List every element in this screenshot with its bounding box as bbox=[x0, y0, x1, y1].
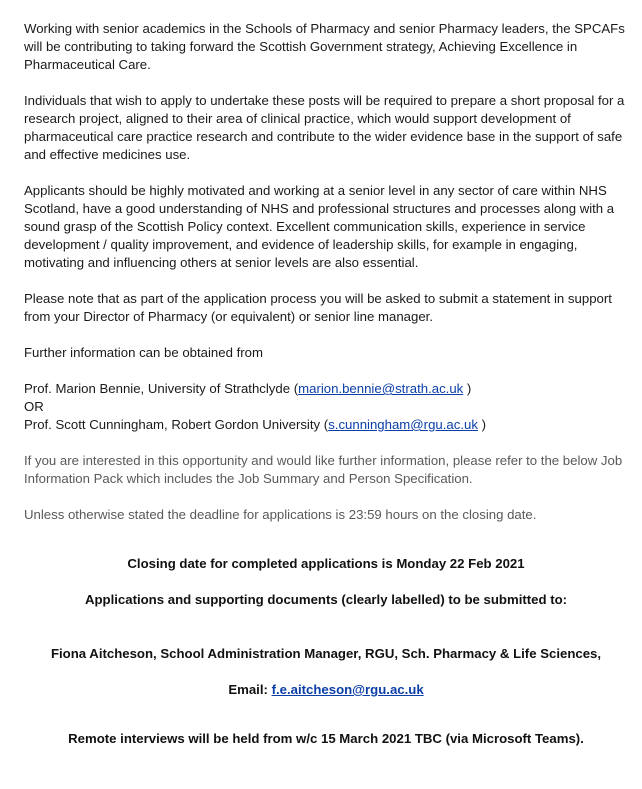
applicant-requirements-paragraph: Applicants should be highly motivated and working at a senior level in any sector of care within NHS Scotland, have a good understanding of NHS and professional structures and processes along with a sound grasp of the Scottish Policy context. Excellent communication skills, experience in service development / quality improvement, and evidence of leadership skills, for example in engaging, motivating and influencing others at senior levels are also essential. bbox=[24, 183, 615, 270]
contact-bennie-close: ) bbox=[463, 381, 472, 396]
contact-bennie bbox=[24, 380, 628, 398]
deadline-paragraph: Unless otherwise stated the deadline for applications is 23:59 hours on the closing date. bbox=[24, 507, 537, 522]
email-label: Email: bbox=[228, 682, 272, 697]
submission-email bbox=[24, 681, 628, 699]
interviews-notice: Remote interviews will be held from w/c 15 March 2021 TBC (via Microsoft Teams). bbox=[68, 731, 584, 746]
bennie-email-link[interactable]: marion.bennie@strath.ac.uk bbox=[298, 381, 464, 396]
job-pack-paragraph: If you are interested in this opportunity and would like further information, please refer to the below Job Information Pack which includes the Job Summary and Person Specification. bbox=[24, 453, 623, 486]
proposal-paragraph: Individuals that wish to apply to undertake these posts will be required to prepare a short proposal for a research project, aligned to their area of clinical practice, which would support development of pharmaceutical care practice research and contribute to the wider evidence base in the support of safe and effective medicines use. bbox=[24, 93, 625, 162]
intro-paragraph: Working with senior academics in the Schools of Pharmacy and senior Pharmacy leaders, the SPCAFs will be contributing to taking forward the Scottish Government strategy, Achieving Excellence in Pharmaceutical Care. bbox=[24, 21, 625, 72]
closing-date-text: Closing date for completed applications is Monday 22 Feb 2021 bbox=[127, 556, 525, 571]
submission-contact: Fiona Aitcheson, School Administration Manager, RGU, Sch. Pharmacy & Life Sciences, bbox=[50, 646, 602, 661]
contact-cunningham-close: ) bbox=[477, 417, 486, 432]
further-information-heading: Further information can be obtained from bbox=[24, 345, 263, 360]
or-separator: OR bbox=[24, 399, 44, 414]
contact-cunningham-label: Prof. Scott Cunningham, Robert Gordon University ( bbox=[24, 417, 329, 432]
document-body bbox=[24, 20, 628, 748]
contact-cunningham bbox=[24, 416, 628, 434]
contact-bennie-label: Prof. Marion Bennie, University of Strathclyde ( bbox=[24, 381, 299, 396]
statement-paragraph: Please note that as part of the application process you will be asked to submit a statement in support from your Director of Pharmacy (or equivalent) or senior line manager. bbox=[24, 291, 612, 324]
cunningham-email-link[interactable]: s.cunningham@rgu.ac.uk bbox=[328, 417, 478, 432]
aitcheson-email-link[interactable]: f.e.aitcheson@rgu.ac.uk bbox=[271, 682, 424, 697]
submission-instructions: Applications and supporting documents (clearly labelled) to be submitted to: bbox=[84, 592, 568, 607]
